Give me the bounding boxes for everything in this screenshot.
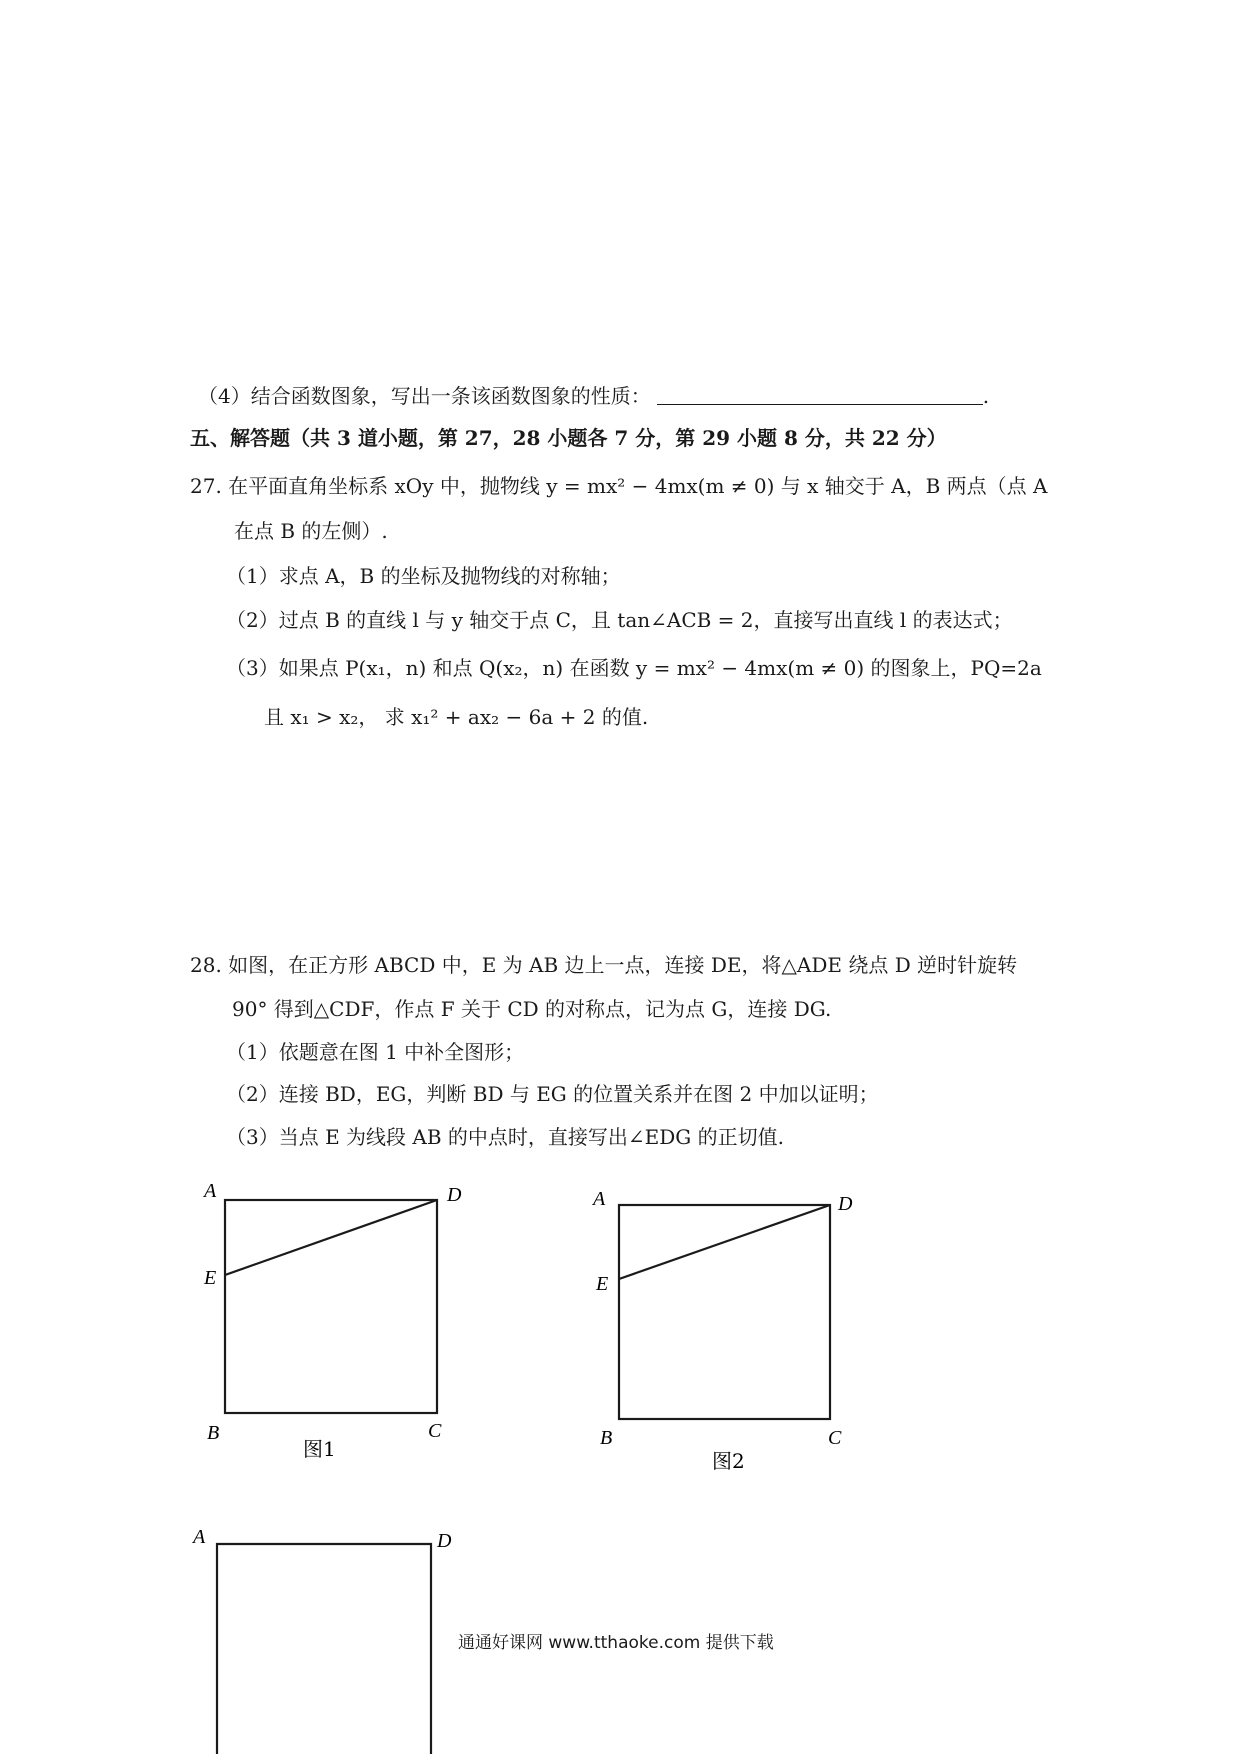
q28-line2: 90° 得到△CDF，作点 F 关于 CD 的对称点，记为点 G，连接 DG. [232, 997, 832, 1021]
fig2-label-D: D [838, 1193, 853, 1215]
q26-part4-text: （4）结合函数图象，写出一条该函数图象的性质： [198, 384, 651, 408]
q27-line2: 在点 B 的左侧）. [234, 519, 388, 543]
q27-part3-line1: （3）如果点 P(x₁，n) 和点 Q(x₂，n) 在函数 y = mx² − 4mx(m ≠ 0) 的图象上，PQ=2a [226, 656, 1042, 680]
q28-line1: 28. 如图，在正方形 ABCD 中，E 为 AB 边上一点，连接 DE，将△ADE 绕点 D 逆时针旋转 [190, 953, 1018, 977]
fig2-label-E: E [596, 1273, 609, 1295]
q26-part4 [198, 383, 989, 409]
figure-1 [195, 1175, 465, 1475]
section5-title: 五、解答题（共 3 道小题，第 27，28 小题各 7 分，第 29 小题 8 分，共 22 分） [190, 426, 947, 450]
fig2-caption: 图2 [712, 1449, 745, 1473]
q27-part2: （2）过点 B 的直线 l 与 y 轴交于点 C，且 tan∠ACB = 2，直接写出直线 l 的表达式； [226, 608, 1013, 632]
figure-3 [185, 1520, 465, 1754]
fig1-square [225, 1200, 437, 1413]
q26-part4-end: . [982, 384, 990, 408]
fig1-label-D: D [447, 1184, 462, 1206]
q28-part2: （2）连接 BD，EG，判断 BD 与 EG 的位置关系并在图 2 中加以证明； [226, 1082, 879, 1106]
fig2-label-A: A [593, 1188, 606, 1210]
fig2-label-C: C [828, 1427, 842, 1449]
fig1-label-A: A [204, 1180, 217, 1202]
fig1-label-C: C [428, 1420, 442, 1442]
q27-part3-line2: 且 x₁ > x₂， 求 x₁² + ax₂ − 6a + 2 的值. [264, 705, 649, 729]
fig2-segment-ED [619, 1205, 830, 1279]
fig3-label-A: A [193, 1526, 206, 1548]
fig3-label-D: D [437, 1530, 452, 1552]
q27-part1: （1）求点 A，B 的坐标及抛物线的对称轴； [226, 564, 621, 588]
footer-text: 通通好课网 www.tthaoke.com 提供下载 [458, 1633, 774, 1653]
q28-part3: （3）当点 E 为线段 AB 的中点时，直接写出∠EDG 的正切值. [226, 1125, 784, 1149]
fig2-label-B: B [600, 1427, 613, 1449]
figure-2 [590, 1180, 880, 1480]
fig1-segment-ED [225, 1200, 437, 1275]
q27-line1: 27. 在平面直角坐标系 xOy 中，抛物线 y = mx² − 4mx(m ≠ 0) 与 x 轴交于 A，B 两点（点 A [190, 474, 1048, 498]
fig1-label-E: E [204, 1267, 217, 1289]
fig1-label-B: B [207, 1422, 220, 1444]
fig3-square-partial [217, 1544, 431, 1754]
fig1-caption: 图1 [303, 1437, 336, 1461]
answer-blank [657, 386, 983, 405]
fig2-square [619, 1205, 830, 1419]
q28-part1: （1）依题意在图 1 中补全图形； [226, 1040, 525, 1064]
